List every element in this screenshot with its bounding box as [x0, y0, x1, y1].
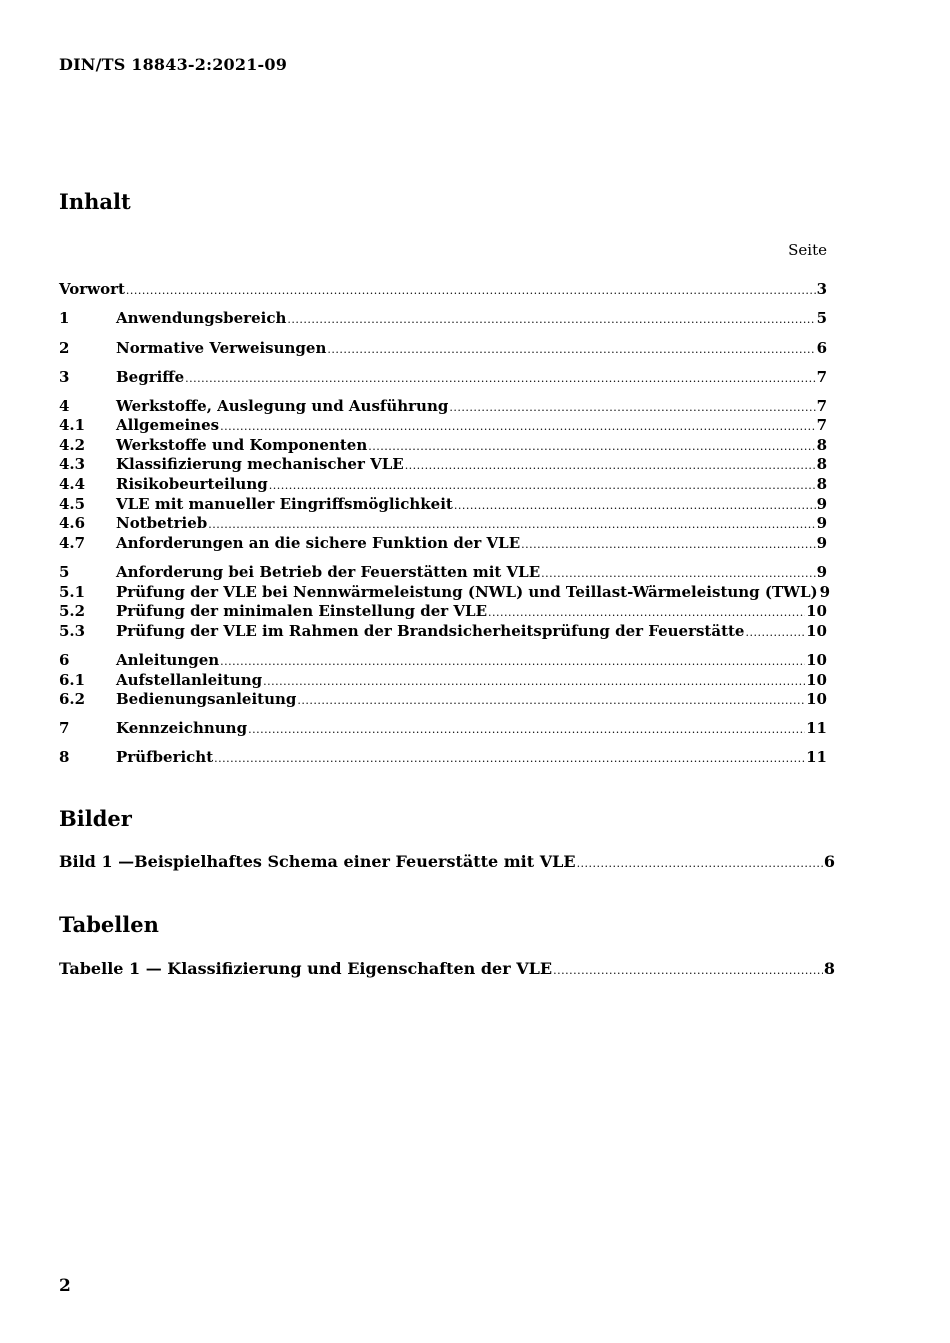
toc-entry[interactable]	[59, 601, 827, 621]
toc-entry-number: 6.1	[59, 671, 86, 689]
toc-entry-page: 5	[816, 309, 827, 327]
toc-entry-title: Werkstoffe, Auslegung und Ausführung	[116, 397, 449, 415]
toc-entry[interactable]	[59, 562, 827, 582]
figures-heading: Bilder	[59, 806, 132, 831]
toc-entry-number: 4.5	[59, 495, 86, 513]
toc-entry-page: 6	[816, 339, 827, 357]
toc-entry-title: Bedienungsanleitung	[116, 690, 297, 708]
toc-entry-page: 7	[816, 416, 827, 434]
toc-entry[interactable]	[59, 689, 827, 709]
leader-dots	[541, 564, 815, 584]
leader-dots	[488, 603, 805, 623]
toc-entry-page: 3	[816, 280, 827, 298]
toc-entry[interactable]	[59, 650, 827, 670]
leader-dots	[553, 960, 823, 982]
leader-dots	[269, 476, 816, 496]
toc-entry-number: 4.7	[59, 534, 86, 552]
toc-entry-page: 10	[806, 651, 827, 669]
toc-entry-number: 2	[59, 339, 70, 357]
tables-heading: Tabellen	[59, 912, 159, 937]
toc-entry-page: 10	[806, 622, 827, 640]
toc-entry[interactable]	[59, 435, 827, 455]
toc-entry-number: 4.4	[59, 475, 86, 493]
toc-entry-title: Anleitungen	[116, 651, 220, 669]
toc-entry-number: 8	[59, 748, 70, 766]
toc-entry-title: Notbetrieb	[116, 514, 208, 532]
toc-entry[interactable]	[59, 513, 827, 533]
toc-entry-title: Kennzeichnung	[116, 719, 248, 737]
toc-entry-number: 4	[59, 397, 70, 415]
toc-entry-title: Normative Verweisungen	[116, 339, 327, 357]
toc-entry[interactable]	[59, 454, 827, 474]
toc-entry-number: 5	[59, 563, 70, 581]
toc-entry[interactable]	[59, 494, 827, 514]
leader-dots	[287, 310, 815, 330]
toc-entry-title: Prüfung der minimalen Einstellung der VLE	[116, 602, 488, 620]
toc-entry-number: 1	[59, 309, 70, 327]
toc-entry-vorwort[interactable]	[59, 279, 827, 299]
toc-entry-title: Prüfbericht	[116, 748, 214, 766]
toc-entry-page: 8	[816, 475, 827, 493]
leader-dots	[208, 515, 815, 535]
toc-entry-page: 10	[806, 671, 827, 689]
figure-entry-page: 6	[823, 852, 835, 871]
toc-entry-page: 9	[816, 514, 827, 532]
figure-entry[interactable]	[59, 851, 835, 873]
leader-dots	[521, 535, 815, 555]
toc-entry-number: 3	[59, 368, 70, 386]
toc-entry-title: Allgemeines	[116, 416, 220, 434]
table-entry-title: Tabelle 1 — Klassifizierung und Eigenschaften der VLE	[59, 959, 553, 978]
toc-entry-number: 6.2	[59, 690, 86, 708]
leader-dots	[220, 417, 815, 437]
leader-dots	[327, 340, 815, 360]
toc-entry-number: 5.1	[59, 583, 86, 601]
leader-dots	[297, 691, 805, 711]
toc-entry[interactable]	[59, 621, 827, 641]
toc-entry-number: 4.6	[59, 514, 86, 532]
toc-entry[interactable]	[59, 718, 827, 738]
toc-entry[interactable]	[59, 670, 827, 690]
toc-entry-page: 9	[816, 534, 827, 552]
table-entry-page: 8	[823, 959, 835, 978]
toc-entry-page: 11	[806, 719, 827, 737]
table-entry[interactable]	[59, 958, 835, 980]
toc-entry-title: Anforderungen an die sichere Funktion der VLE	[116, 534, 521, 552]
toc-entry-title: Prüfung der VLE im Rahmen der Brandsicherheitsprüfung der Feuerstätte	[116, 622, 745, 640]
toc-entry-number: 4.1	[59, 416, 86, 434]
toc-entry-title: Risikobeurteilung	[116, 475, 268, 493]
toc-entry[interactable]	[59, 367, 827, 387]
toc-entry-title: Vorwort	[59, 280, 125, 298]
toc-entry-title: Aufstellanleitung	[116, 671, 263, 689]
toc-entry-number: 7	[59, 719, 70, 737]
leader-dots	[185, 369, 815, 389]
leader-dots	[745, 623, 805, 643]
contents-heading: Inhalt	[59, 189, 131, 214]
toc-entry-page: 9	[816, 495, 827, 513]
toc-entry[interactable]	[59, 308, 827, 328]
figure-entry-title: Bild 1 —Beispielhaftes Schema einer Feuerstätte mit VLE	[59, 852, 576, 871]
toc-entry[interactable]	[59, 338, 827, 358]
toc-entry-title: VLE mit manueller Eingriffsmöglichkeit	[116, 495, 453, 513]
toc-entry[interactable]	[59, 747, 827, 767]
toc-entry-page: 8	[816, 455, 827, 473]
toc-entry-title: Prüfung der VLE bei Nennwärmeleistung (NWL) und Teillast-Wärmeleistung (TWL)	[116, 583, 818, 601]
toc-entry-number: 5.3	[59, 622, 86, 640]
toc-entry-page: 10	[806, 690, 827, 708]
toc-entry-page: 8	[816, 436, 827, 454]
toc-entry-page: 9	[816, 563, 827, 581]
toc-entry-page: 11	[806, 748, 827, 766]
leader-dots	[405, 456, 816, 476]
leader-dots	[220, 652, 805, 672]
toc-entry-page: 7	[816, 397, 827, 415]
toc-entry-number: 4.2	[59, 436, 86, 454]
page-column-label: Seite	[788, 241, 827, 259]
toc-entry[interactable]	[59, 533, 827, 553]
leader-dots	[248, 720, 805, 740]
toc-entry[interactable]	[59, 396, 827, 416]
toc-entry-title: Anforderung bei Betrieb der Feuerstätten mit VLE	[116, 563, 541, 581]
toc-entry-title: Begriffe	[116, 368, 185, 386]
leader-dots	[214, 749, 805, 769]
leader-dots	[577, 853, 823, 875]
toc-entry-number: 4.3	[59, 455, 86, 473]
document-id: DIN/TS 18843-2:2021-09	[59, 55, 288, 74]
toc-entry-number: 6	[59, 651, 70, 669]
toc-entry-title: Klassifizierung mechanischer VLE	[116, 455, 404, 473]
toc-entry[interactable]	[59, 582, 831, 602]
toc-entry-title: Anwendungsbereich	[116, 309, 287, 327]
toc-entry[interactable]	[59, 415, 827, 435]
toc-entry[interactable]	[59, 474, 827, 494]
toc-entry-number: 5.2	[59, 602, 86, 620]
toc-entry-title: Werkstoffe und Komponenten	[116, 436, 368, 454]
page-number: 2	[59, 1276, 71, 1296]
toc-entry-page: 10	[806, 602, 827, 620]
leader-dots	[126, 281, 816, 301]
toc-entry-page: 9	[819, 583, 831, 601]
toc-entry-page: 7	[816, 368, 827, 386]
